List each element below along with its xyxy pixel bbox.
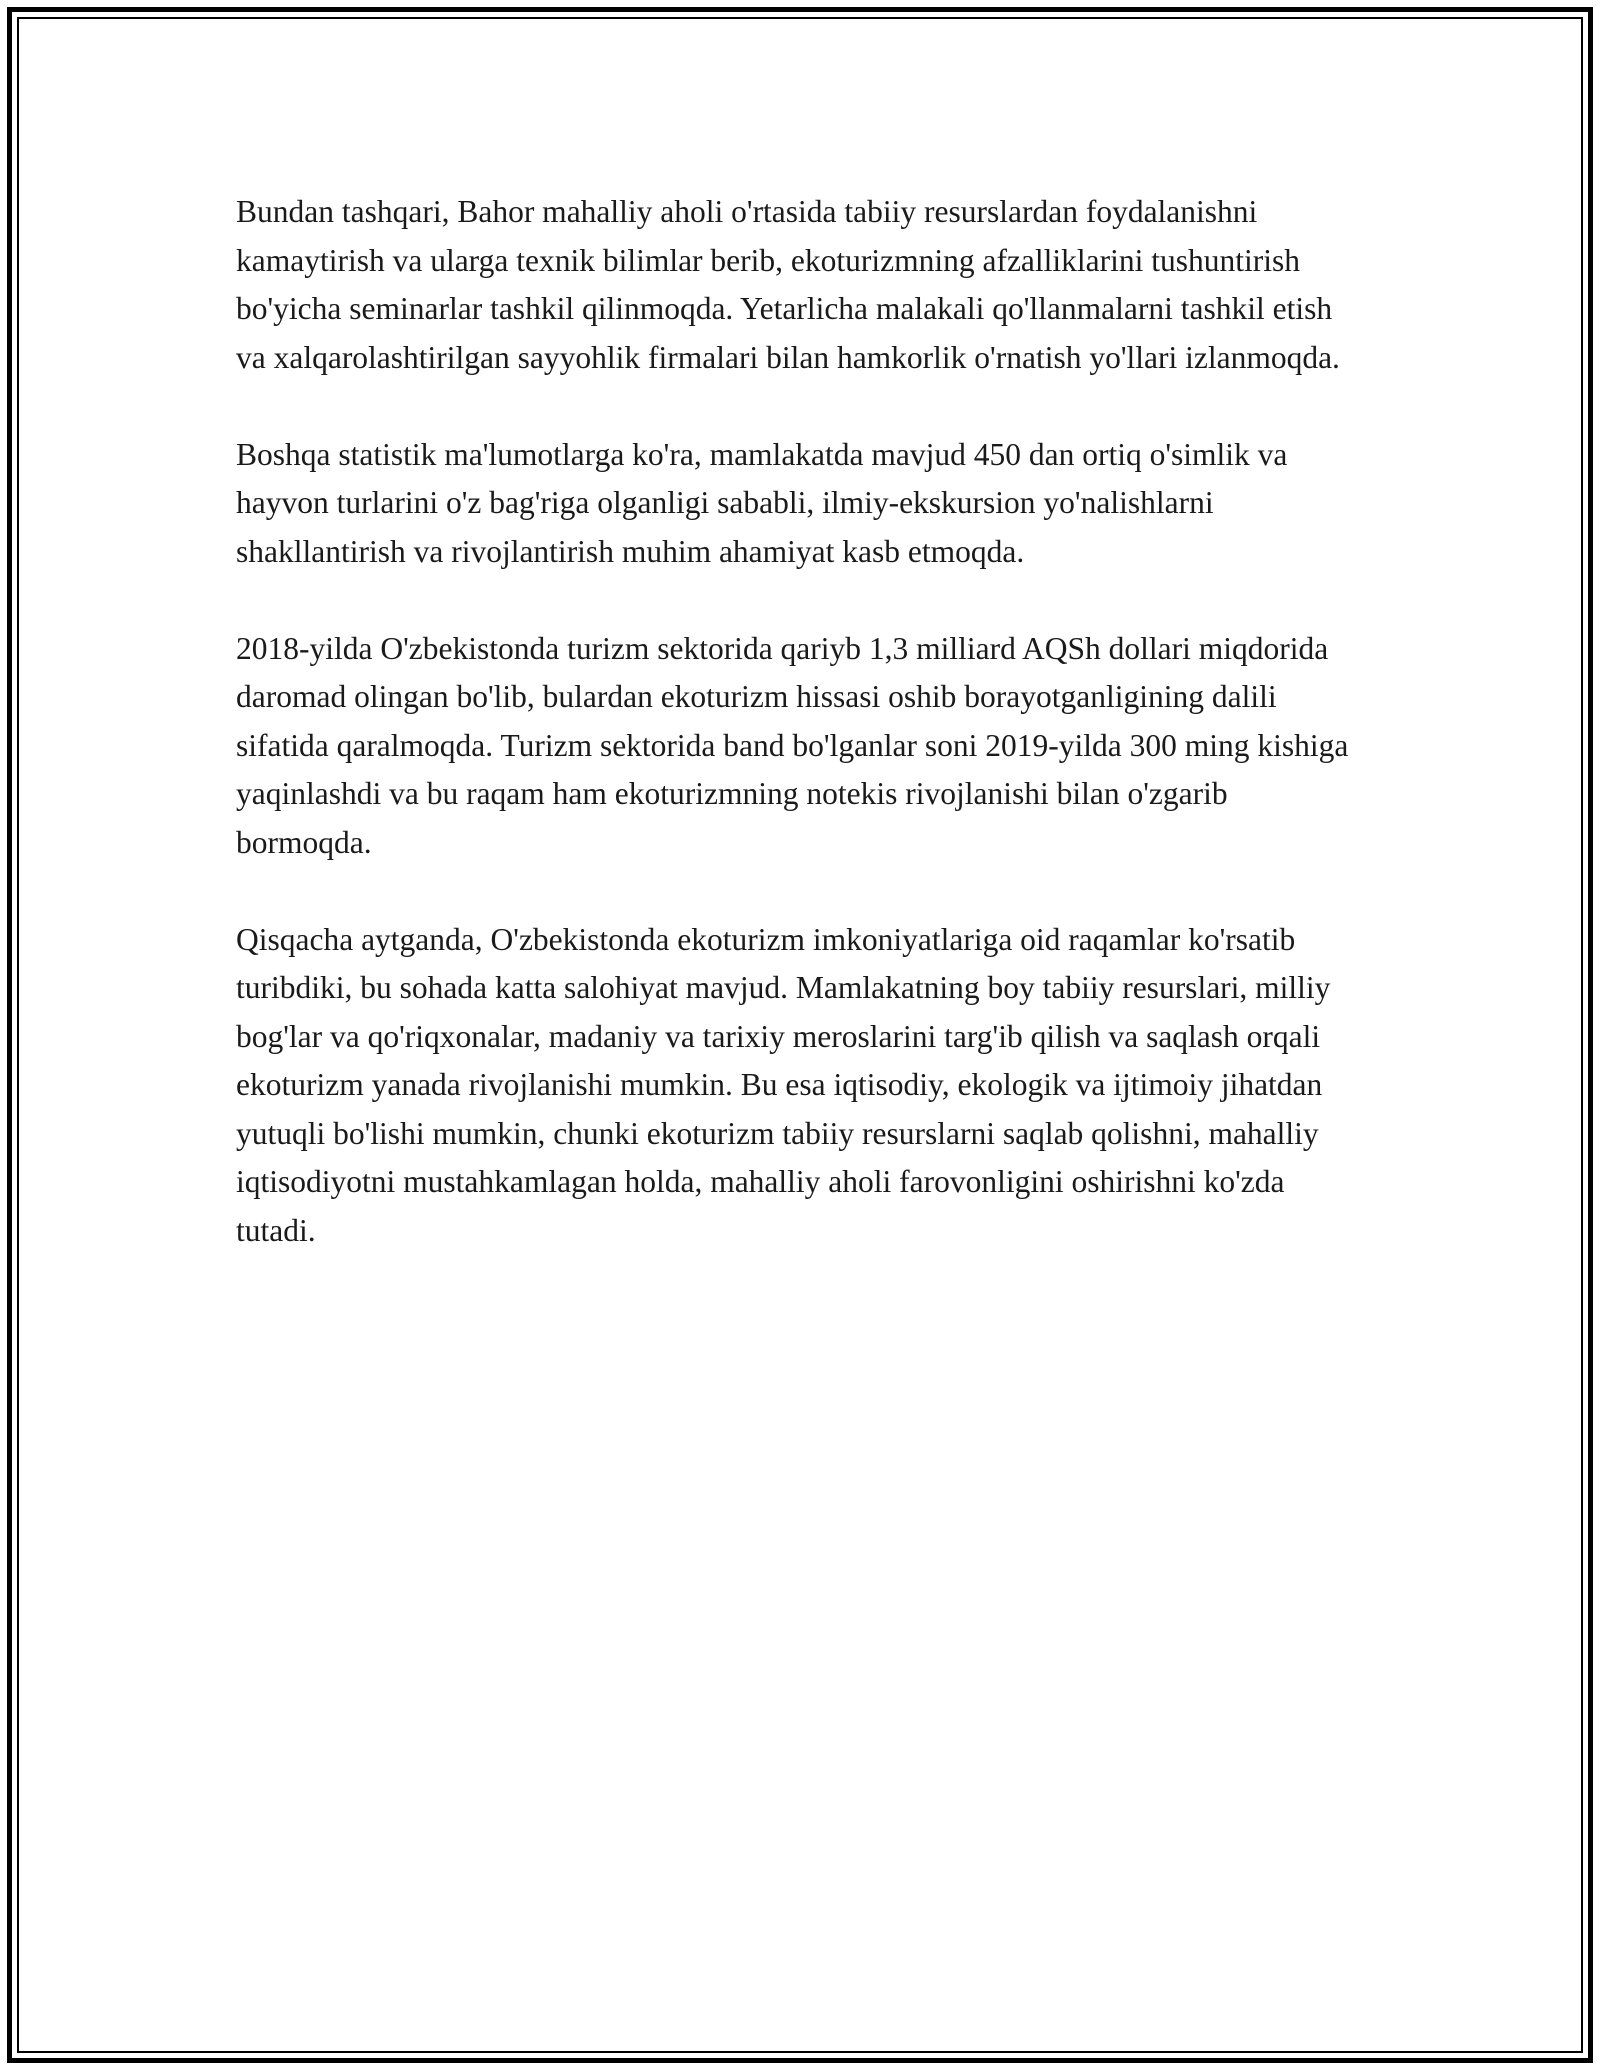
paragraph-ecotourism-seminars: Bundan tashqari, Bahor mahalliy aholi o'rtasida tabiiy resurslardan foydalanishni kamaytirish va ularga texnik bilimlar berib, ekoturizmning afzalliklarini tushuntirish bo'yicha seminarlar tashkil qilinmoqda. Yetarlicha malakali qo'llanmalarni tashkil etish va xalqarolashtirilgan sayyohlik firmalari bilan hamkorlik o'rnatish yo'llari izlanmoqda. [236,194,1340,375]
paragraph-tourism-revenue: 2018-yilda O'zbekistonda turizm sektorida qariyb 1,3 milliard AQSh dollari miqdorida daromad olingan bo'lib, bulardan ekoturizm hissasi oshib borayotganligining dalili sifatida qaralmoqda. Turizm sektorida band bo'lganlar soni 2019-yilda 300 ming kishiga yaqinlashdi va bu raqam ham ekoturizmning notekis rivojlanishi bilan o'zgarib bormoqda. [236,630,1349,860]
paragraph-conclusion: Qisqacha aytganda, O'zbekistonda ekoturizm imkoniyatlariga oid raqamlar ko'rsatib turibdiki, bu sohada katta salohiyat mavjud. Mamlakatning boy tabiiy resurslari, milliy bog'lar va qo'riqxonalar, madaniy va tarixiy meroslarini targ'ib qilish va saqlash orqali ekoturizm yanada rivojlanishi mumkin. Bu esa iqtisodiy, ekologik va ijtimoiy jihatdan yutuqli bo'lishi mumkin, chunki ekoturizm tabiiy resurslarni saqlab qolishni, mahalliy iqtisodiyotni mustahkamlagan holda, mahalliy aholi farovonligini oshirishni ko'zda tutadi. [236,921,1331,1248]
paragraph-species-statistics: Boshqa statistik ma'lumotlarga ko'ra, mamlakatda mavjud 450 dan ortiq o'simlik va hayvon turlarini o'z bag'riga olganligi sababli, ilmiy-ekskursion yo'nalishlarni shakllantirish va rivojlantirish muhim ahamiyat kasb etmoqda. [236,436,1288,569]
document-body [236,188,1366,1304]
